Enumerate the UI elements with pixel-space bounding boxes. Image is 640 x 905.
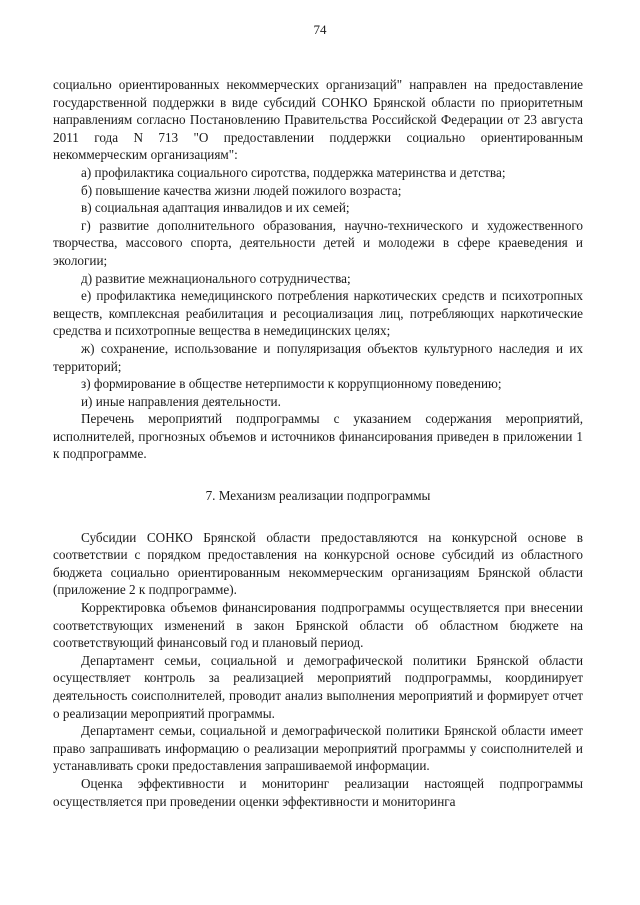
paragraph-department-rights: Департамент семьи, социальной и демографической политики Брянской области имеет право запрашивать информацию о реализации мероприятий программы у соисполнителей и устанавливать сроки предоставления запрашиваемой информации. (53, 723, 583, 774)
list-item-b: б) повышение качества жизни людей пожилого возраста; (81, 182, 402, 198)
paragraph-subsidies: Субсидии СОНКО Брянской области предоставляются на конкурсной основе в соответствии с порядком предоставления на конкурсной основе субсидий из областного бюджета социально ориентированным некоммерческим организациям Брянской области (приложение 2 к подпрограмме). (53, 529, 583, 598)
paragraph-funding-adjustment: Корректировка объемов финансирования подпрограммы осуществляется при внесении соответствующих изменений в закон Брянской области об областном бюджете на соответствующий финансовый год и плановый период. (53, 600, 583, 651)
paragraph-activities-list: Перечень мероприятий подпрограммы с указанием содержания мероприятий, исполнителей, прогнозных объемов и источников финансирования приведен в приложении 1 к подпрограмме. (53, 411, 583, 462)
list-item-d-g: г) развитие дополнительного образования, научно-технического и художественного творчества, массового спорта, деятельности детей и молодежи в сфере краеведения и экологии; (53, 217, 583, 268)
list-item-z: з) формирование в обществе нетерпимости к коррупционному поведению; (81, 376, 502, 392)
section-heading: 7. Механизм реализации подпрограммы (205, 488, 431, 504)
list-item-c: в) социальная адаптация инвалидов и их семей; (81, 200, 350, 216)
list-item-i: и) иные направления деятельности. (81, 393, 281, 409)
paragraph-intro: социально ориентированных некоммерческих организаций" направлен на предоставление государственной поддержки в виде субсидий СОНКО Брянской области по приоритетным направлениям согласно Постановлению Правительства Российской Федерации от 23 августа 2011 года N 713 "О предоставлении поддержки социально ориентированным некоммерческим организациям": (53, 77, 583, 163)
paragraph-evaluation: Оценка эффективности и мониторинг реализации настоящей подпрограммы осуществляется при проведении оценки эффективности и мониторинга (53, 775, 583, 809)
list-item-e: е) профилактика немедицинского потребления наркотических средств и психотропных веществ, комплексная реабилитация и ресоциализация лиц, потребляющих наркотические средства и психотропные вещества в немедицинских целях; (53, 288, 583, 339)
list-item-d: д) развитие межнационального сотрудничества; (81, 270, 351, 286)
list-item-a: а) профилактика социального сиротства, поддержка материнства и детства; (81, 164, 506, 180)
document-body (53, 76, 583, 810)
list-item-zh: ж) сохранение, использование и популяризация объектов культурного наследия и их территорий; (53, 340, 583, 374)
page-number: 74 (313, 22, 327, 37)
paragraph-department-control: Департамент семьи, социальной и демографической политики Брянской области осуществляет контроль за реализацией мероприятий подпрограммы, координирует деятельность соисполнителей, проводит анализ выполнения мероприятий и формирует отчет о реализации мероприятий программы. (53, 652, 583, 721)
